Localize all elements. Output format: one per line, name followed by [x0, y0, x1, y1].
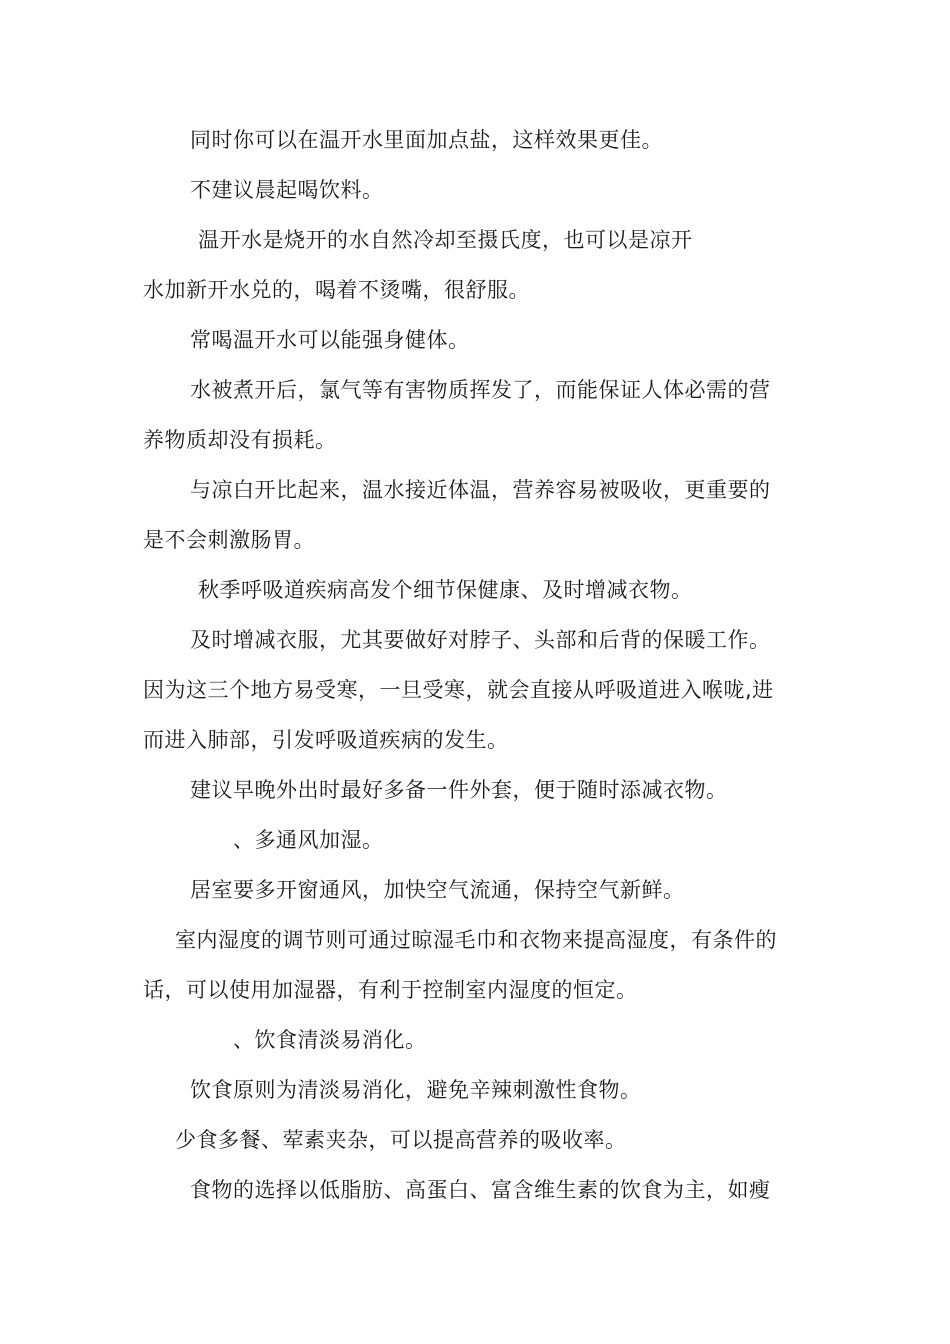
text-line: 因为这三个地方易受寒，一旦受寒，就会直接从呼吸道进入喉咙,进	[143, 678, 774, 702]
text-line: 水被煮开后，氯气等有害物质挥发了，而能保证人体必需的营	[190, 378, 771, 402]
text-line: 温开水是烧开的水自然冷却至摄氏度，也可以是凉开	[198, 228, 693, 252]
text-line: 、饮食清淡易消化。	[233, 1028, 427, 1052]
text-line: 建议早晚外出时最好多备一件外套，便于随时添减衣物。	[190, 778, 728, 802]
text-line: 常喝温开水可以能强身健体。	[190, 328, 470, 352]
text-line: 水加新开水兑的，喝着不烫嘴，很舒服。	[143, 278, 530, 302]
text-line: 养物质却没有损耗。	[143, 428, 337, 452]
text-line: 食物的选择以低脂肪、高蛋白、富含维生素的饮食为主，如瘦	[190, 1178, 771, 1202]
text-line: 居室要多开窗通风，加快空气流通，保持空气新鲜。	[190, 878, 685, 902]
text-line: 与凉白开比起来，温水接近体温，营养容易被吸收，更重要的	[190, 478, 771, 502]
text-line: 、多通风加湿。	[233, 828, 384, 852]
text-line: 少食多餐、荤素夹杂，可以提高营养的吸收率。	[175, 1128, 627, 1152]
text-line: 室内湿度的调节则可通过晾湿毛巾和衣物来提高湿度，有条件的	[175, 928, 777, 952]
text-line: 不建议晨起喝饮料。	[190, 178, 384, 202]
text-line: 秋季呼吸道疾病高发个细节保健康、及时增减衣物。	[198, 578, 693, 602]
text-line: 及时增减衣服，尤其要做好对脖子、头部和后背的保暖工作。	[190, 628, 771, 652]
text-line: 是不会刺激肠胃。	[143, 528, 315, 552]
text-line: 饮食原则为清淡易消化，避免辛辣刺激性食物。	[190, 1078, 642, 1102]
text-line: 而进入肺部，引发呼吸道疾病的发生。	[143, 728, 509, 752]
text-line: 话，可以使用加湿器，有利于控制室内湿度的恒定。	[143, 978, 638, 1002]
text-line: 同时你可以在温开水里面加点盐，这样效果更佳。	[190, 128, 663, 152]
